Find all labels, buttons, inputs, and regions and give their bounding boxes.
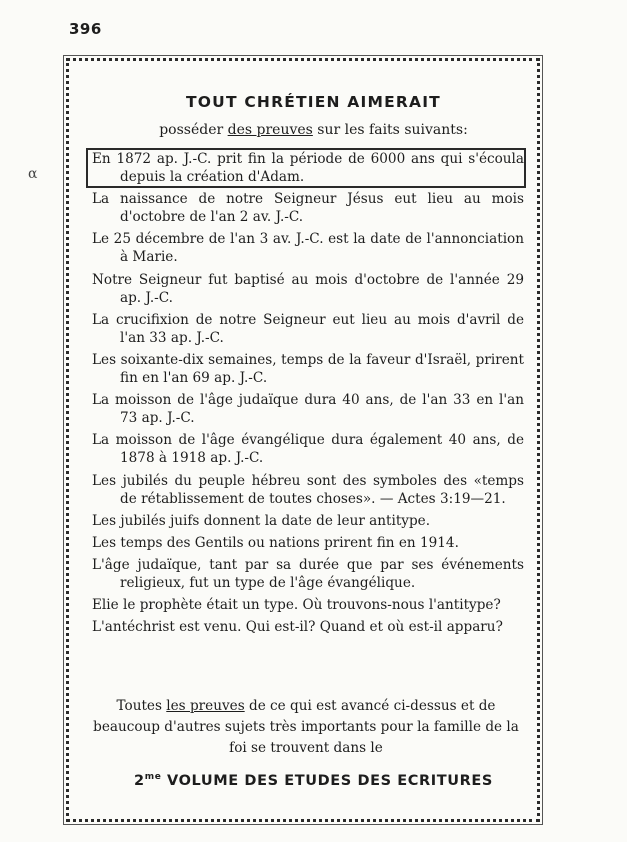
closing-text-after: de ce qui est avancé ci-dessus et de beaucoup d'autres sujets très importants pour la famille de la foi se trouvent dans le — [93, 698, 519, 756]
subheading-text-before: posséder — [159, 122, 228, 138]
fact-item: En 1872 ap. J.-C. prit fin la période de 6000 ans qui s'écoula depuis la création d'Adam. — [92, 151, 524, 185]
fact-item: Les temps des Gentils ou nations prirent fin en 1914. — [92, 534, 459, 551]
volume-superscript: me — [144, 772, 162, 782]
fact-item: Les jubilés juifs donnent la date de leur antitype. — [92, 512, 431, 529]
fact-item: L'antéchrist est venu. Qui est-il? Quand et où est-il apparu? — [92, 619, 503, 636]
page-number: 396 — [69, 20, 102, 38]
volume-number: 2 — [134, 772, 145, 789]
fact-item: Les jubilés du peuple hébreu sont des symboles des «temps de rétablissement de toutes choses». — Actes 3:19—21. — [92, 472, 524, 507]
fact-item: Le 25 décembre de l'an 3 av. J.-C. est la date de l'annonciation à Marie. — [92, 231, 524, 266]
margin-mark: α — [28, 166, 38, 182]
fact-item: Notre Seigneur fut baptisé au mois d'octobre de l'année 29 ap. J.-C. — [92, 271, 524, 306]
advertisement-subheading — [0, 122, 627, 138]
closing-text-before: Toutes — [116, 698, 167, 714]
subheading-text-after: sur les faits suivants: — [312, 122, 468, 138]
volume-title-text: VOLUME DES ETUDES DES ECRITURES — [161, 772, 493, 789]
facts-list — [92, 150, 524, 641]
closing-paragraph — [86, 696, 526, 759]
fact-item: L'âge judaïque, tant par sa durée que par ses événements religieux, fut un type de l'âge évangélique. — [92, 557, 524, 592]
fact-item: La crucifixion de notre Seigneur eut lieu au mois d'avril de l'an 33 ap. J.-C. — [92, 311, 524, 346]
fact-item: Les soixante-dix semaines, temps de la faveur d'Israël, prirent fin en l'an 69 ap. J.-C. — [92, 351, 524, 386]
closing-underlined: les preuves — [166, 698, 245, 714]
advertisement-heading: TOUT CHRÉTIEN AIMERAIT — [186, 93, 441, 111]
fact-item: La moisson de l'âge évangélique dura également 40 ans, de 1878 à 1918 ap. J.-C. — [92, 432, 524, 467]
volume-title — [0, 772, 627, 789]
subheading-underlined: des preuves — [227, 122, 313, 138]
fact-item: La naissance de notre Seigneur Jésus eut lieu au mois d'octobre de l'an 2 av. J.-C. — [92, 191, 524, 226]
fact-item: Elie le prophète était un type. Où trouvons-nous l'antitype? — [92, 597, 501, 614]
fact-item: La moisson de l'âge judaïque dura 40 ans, de l'an 33 en l'an 73 ap. J.-C. — [92, 392, 524, 427]
